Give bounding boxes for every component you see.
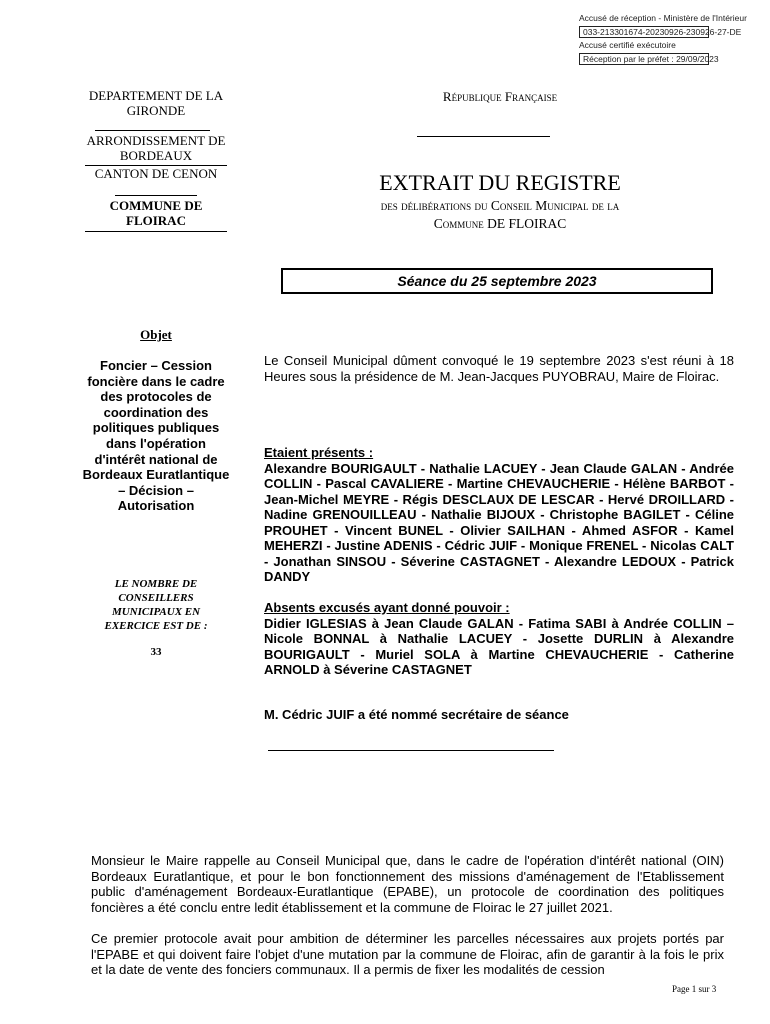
paragraph-1: Monsieur le Maire rappelle au Conseil Municipal que, dans le cadre de l'opération d'intérêt national (OIN) Bordeaux Euratlantique, et pour le bon fonctionnement des missions d'aménagement de l'Etablissement public d'aménagement Bordeaux-Euratlantique (EPABE), un protocole de coordination des politiques foncières a été conclu entre ledit établissement et la commune de Floirac le 27 juillet 2021. xyxy=(91,853,724,915)
presents-label: Etaient présents : xyxy=(264,445,374,460)
stamp-reception: Réception par le préfet : 29/09/2023 xyxy=(579,53,709,65)
presents-names: Alexandre BOURIGAULT - Nathalie LACUEY - Jean Claude GALAN - Andrée COLLIN - Pascal CAVALIERE - Martine CHEVAUCHERIE - Hélène BARBOT - Jean-Michel MEYRE - Régis DESCLAUX DE LESCAR - Hervé DROILLARD - Nadine GRENOUILLEAU - Nathalie BIJOUX - Christophe BAGILET - Céline PROUHET - Vincent BUNEL - Olivier SAILHAN - Ahmed ASFOR - Kamel MEHERZI - Justine ADENIS - Cédric JUIF - Monique FRENEL - Nicolas CALT - Jonathan SINSOU - Séverine CASTAGNET - Alexandre LEDOUX - Patrick DANDY xyxy=(264,460,734,584)
presents-block xyxy=(264,445,734,585)
conseillers-count: 33 xyxy=(150,646,162,658)
divider xyxy=(417,136,550,137)
convocation-text: Le Conseil Municipal dûment convoqué le 19 septembre 2023 s'est réuni à 18 Heures sous la présidence de M. Jean-Jacques PUYOBRAU, Maire de Floirac. xyxy=(264,353,734,384)
absents-block xyxy=(264,600,734,678)
divider xyxy=(95,130,210,131)
document-subtitle-2: Commune DE FLOIRAC xyxy=(433,216,567,231)
departement: DEPARTEMENT DE LA GIRONDE xyxy=(88,88,224,118)
divider xyxy=(115,195,197,196)
document-subtitle-1: des délibérations du Conseil Municipal de la xyxy=(380,198,620,213)
divider xyxy=(268,750,554,751)
stamp-line1: Accusé de réception - Ministère de l'Intérieur xyxy=(579,13,747,23)
canton: CANTON DE CENON xyxy=(94,166,218,181)
stamp-id: 033-213301674-20230926-230926-27-DE xyxy=(579,26,709,38)
seance-date: Séance du 25 septembre 2023 xyxy=(281,268,713,294)
arrondissement: ARRONDISSEMENT DE BORDEAUX xyxy=(86,133,226,163)
absents-label: Absents excusés ayant donné pouvoir : xyxy=(264,600,510,615)
conseillers-block xyxy=(92,577,220,659)
paragraph-2: Ce premier protocole avait pour ambition de déterminer les parcelles nécessaires aux projets portés par l'EPABE et qui doivent faire l'objet d'une mutation par la commune de Floirac, afin de garantir à la fois le prix et la date de vente des fonciers communaux. Il a permis de fixer les modalités de cession xyxy=(91,931,724,977)
secretaire-text: M. Cédric JUIF a été nommé secrétaire de séance xyxy=(264,707,569,722)
absents-names: Didier IGLESIAS à Jean Claude GALAN - Fatima SABI à Andrée COLLIN – Nicole BONNAL à Nathalie LACUEY - Josette DURLIN à Alexandre BOURIGAULT - Muriel SOLA à Martine CHEVAUCHERIE - Catherine ARNOLD à Séverine CASTAGNET xyxy=(264,615,734,677)
objet-title: Objet xyxy=(140,327,172,342)
stamp-line3: Accusé certifié exécutoire xyxy=(579,40,676,50)
objet-text: Foncier – Cession foncière dans le cadre des protocoles de coordination des politiques publiques dans l'opération d'intérêt national de Bordeaux Euratlantique – Décision – Autorisation xyxy=(82,358,230,514)
page-number: Page 1 sur 3 xyxy=(672,984,717,994)
commune: COMMUNE DE FLOIRAC xyxy=(109,198,203,228)
conseillers-label: LE NOMBRE DE CONSEILLERS MUNICIPAUX EN EXERCICE EST DE : xyxy=(104,578,208,632)
divider xyxy=(85,231,227,232)
reception-stamp xyxy=(579,13,764,67)
republique-francaise: République Française xyxy=(442,89,558,104)
document-title: EXTRAIT DU REGISTRE xyxy=(379,170,621,195)
